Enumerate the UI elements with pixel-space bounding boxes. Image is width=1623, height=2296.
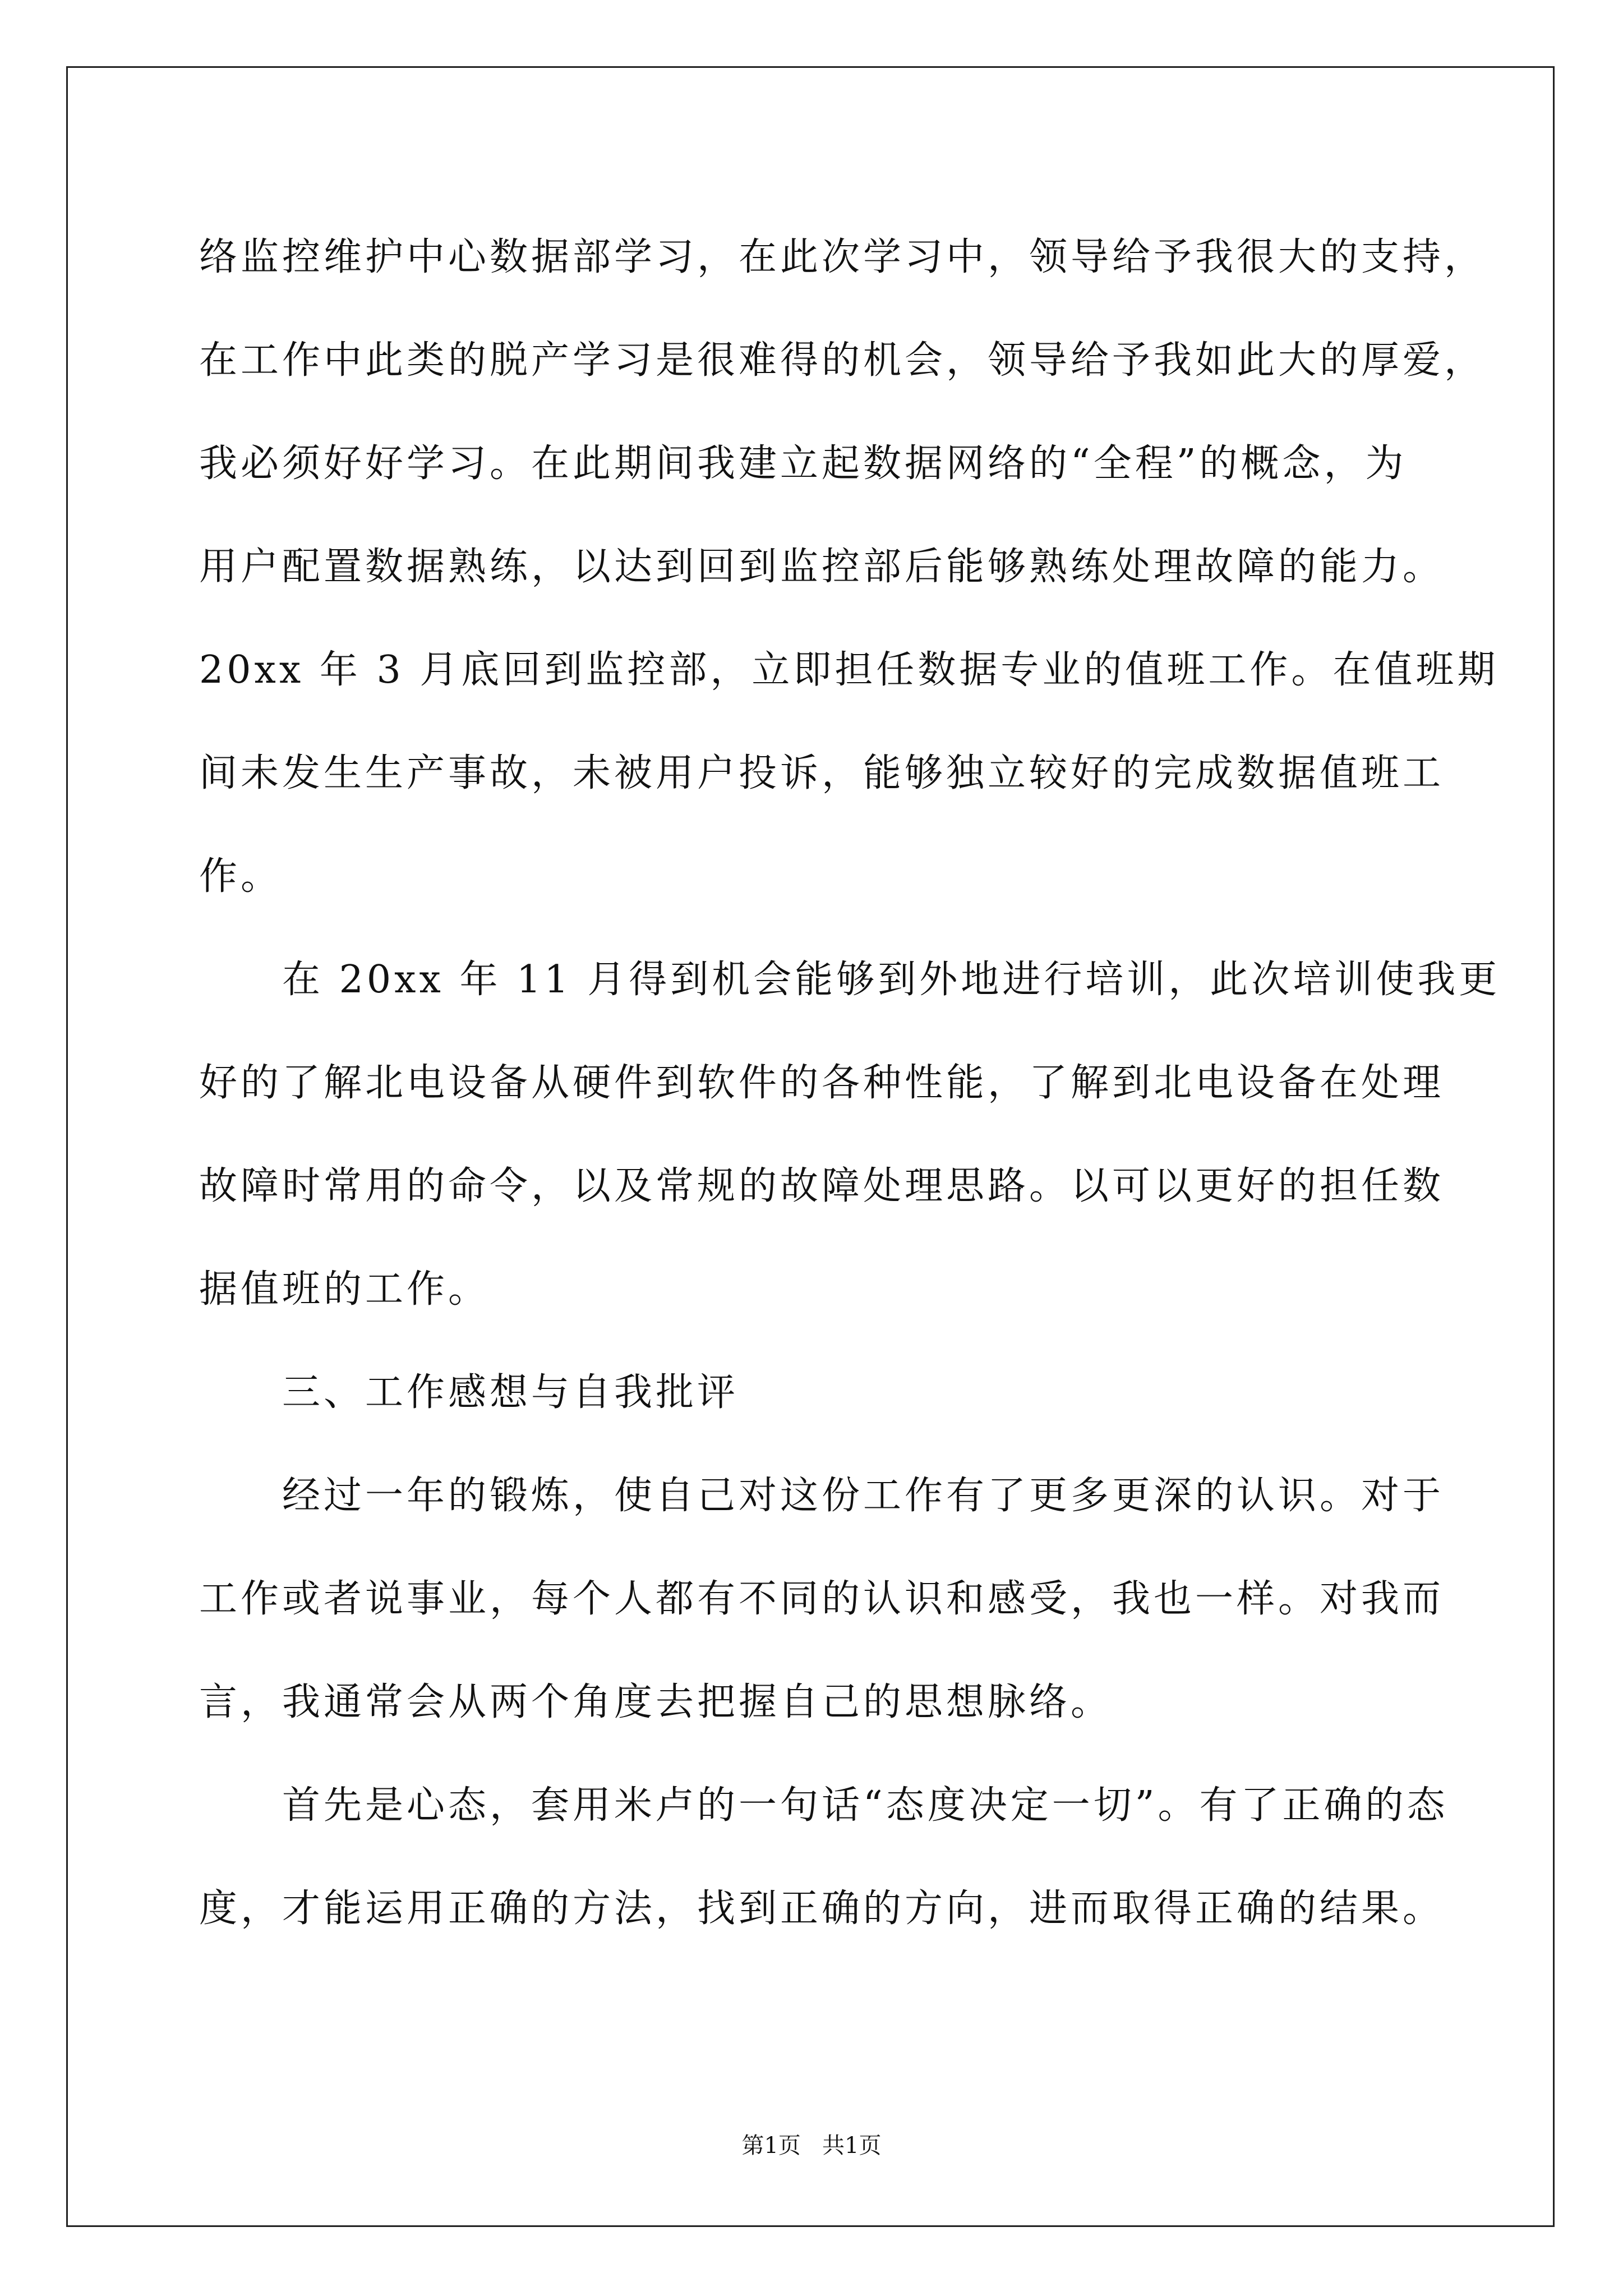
text-line: 工作或者说事业，每个人都有不同的认识和感受，我也一样。对我而 <box>199 1577 1445 1621</box>
text-line: 我必须好好学习。在此期间我建立起数据网络的“全程”的概念，为 <box>199 441 1407 486</box>
text-line: 络监控维护中心数据部学习，在此次学习中，领导给予我很大的支持， <box>199 235 1486 279</box>
text-line: 首先是心态，套用米卢的一句话“态度决定一切”。有了正确的态 <box>199 1783 1449 1828</box>
text-line: 20xx 年 3 月底回到监控部，立即担任数据专业的值班工作。在值班期 <box>199 648 1499 692</box>
text-line: 故障时常用的命令，以及常规的故障处理思路。以可以更好的担任数 <box>199 1164 1445 1208</box>
text-line: 用户配置数据熟练，以达到回到监控部后能够熟练处理故障的能力。 <box>199 545 1445 589</box>
text-line: 据值班的工作。 <box>199 1267 490 1312</box>
text-line: 在工作中此类的脱产学习是很难得的机会，领导给予我如此大的厚爱， <box>199 338 1486 383</box>
text-line: 经过一年的锻炼，使自己对这份工作有了更多更深的认识。对于 <box>199 1474 1445 1518</box>
text-line: 作。 <box>199 854 283 899</box>
text-line: 间未发生生产事故，未被用户投诉，能够独立较好的完成数据值班工 <box>199 751 1445 795</box>
page-footer: 第1页 共1页 <box>741 2133 882 2159</box>
text-line: 度，才能运用正确的方法，找到正确的方向，进而取得正确的结果。 <box>199 1887 1445 1931</box>
text-line: 好的了解北电设备从硬件到软件的各种性能，了解到北电设备在处理 <box>199 1061 1445 1105</box>
section-heading: 三、工作感想与自我批评 <box>199 1370 739 1415</box>
text-line: 在 20xx 年 11 月得到机会能够到外地进行培训，此次培训使我更 <box>199 958 1501 1002</box>
text-line: 言，我通常会从两个角度去把握自己的思想脉络。 <box>199 1680 1113 1724</box>
